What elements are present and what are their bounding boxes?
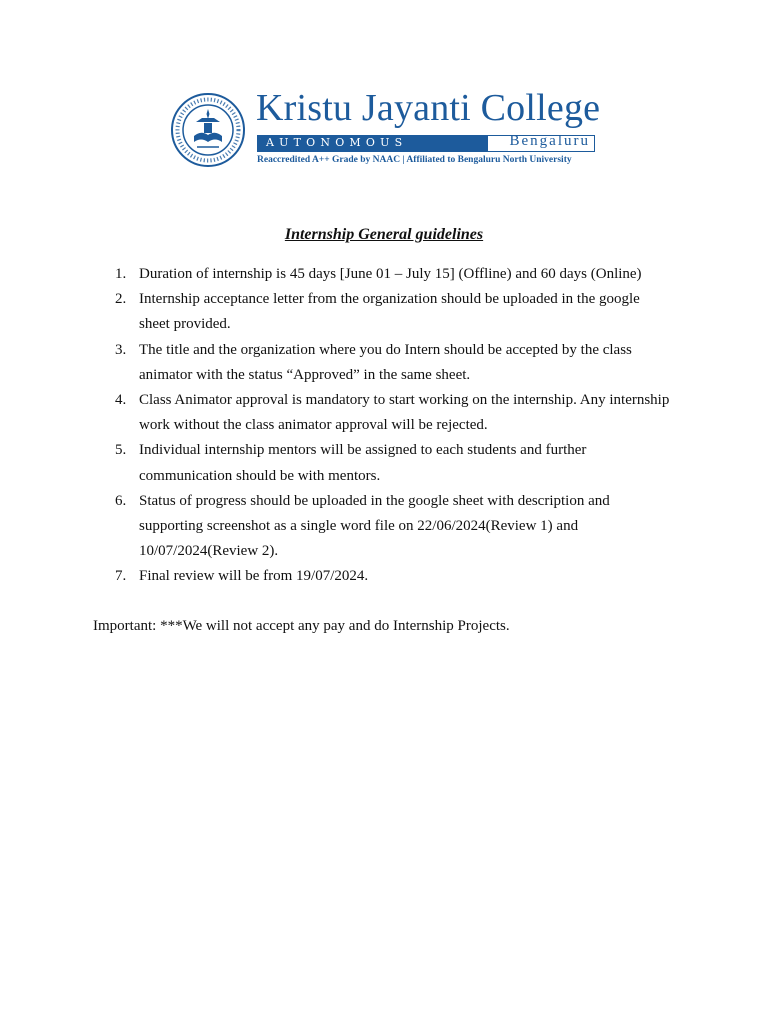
accreditation-line: Reaccredited A++ Grade by NAAC | Affiliated to Bengaluru North University — [257, 155, 572, 165]
list-item — [110, 438, 670, 488]
college-letterhead — [170, 87, 601, 170]
list-item-number: 7. — [115, 568, 127, 585]
list-item-text: Final review will be from 19/07/2024. — [139, 568, 369, 585]
list-item-number: 6. — [115, 492, 127, 509]
list-item — [110, 564, 670, 589]
list-item-text: Internship acceptance letter from the organization should be uploaded in the google sheet provided. — [139, 291, 640, 333]
college-city: Bengaluru — [509, 133, 590, 149]
list-item-number: 3. — [115, 341, 127, 358]
list-item-text: Duration of internship is 45 days [June 01 – July 15] (Offline) and 60 days (Online) — [139, 266, 642, 282]
list-item — [110, 287, 670, 337]
guidelines-list — [110, 262, 670, 590]
list-item-number: 2. — [115, 291, 127, 308]
list-item-text: Class Animator approval is mandatory to start working on the internship. Any internship work without the class animator approval will be rejected. — [139, 392, 670, 434]
list-item-number: 4. — [115, 392, 127, 409]
list-item-number: 5. — [115, 442, 127, 459]
list-item-text: Status of progress should be uploaded in the google sheet with description and supporting screenshot as a single word file on 22/06/2024(Review 1) and 10/07/2024(Review 2). — [139, 492, 610, 560]
list-item-number: 1. — [115, 266, 127, 282]
list-item — [110, 489, 670, 565]
list-item — [110, 338, 670, 388]
autonomous-label: AUTONOMOUS — [258, 136, 488, 151]
list-item — [110, 388, 670, 438]
list-item-text: The title and the organization where you do Intern should be accepted by the class animator with the status “Approved” in the same sheet. — [139, 341, 632, 383]
important-note: Important: ***We will not accept any pay and do Internship Projects. — [93, 618, 510, 634]
document-title: Internship General guidelines — [284, 226, 484, 243]
college-name: Kristu Jayanti College — [256, 87, 601, 129]
college-seal-icon — [170, 92, 246, 168]
list-item-text: Individual internship mentors will be assigned to each students and further communication should be with mentors. — [139, 442, 587, 484]
autonomous-banner — [257, 135, 595, 152]
list-item — [110, 262, 670, 287]
